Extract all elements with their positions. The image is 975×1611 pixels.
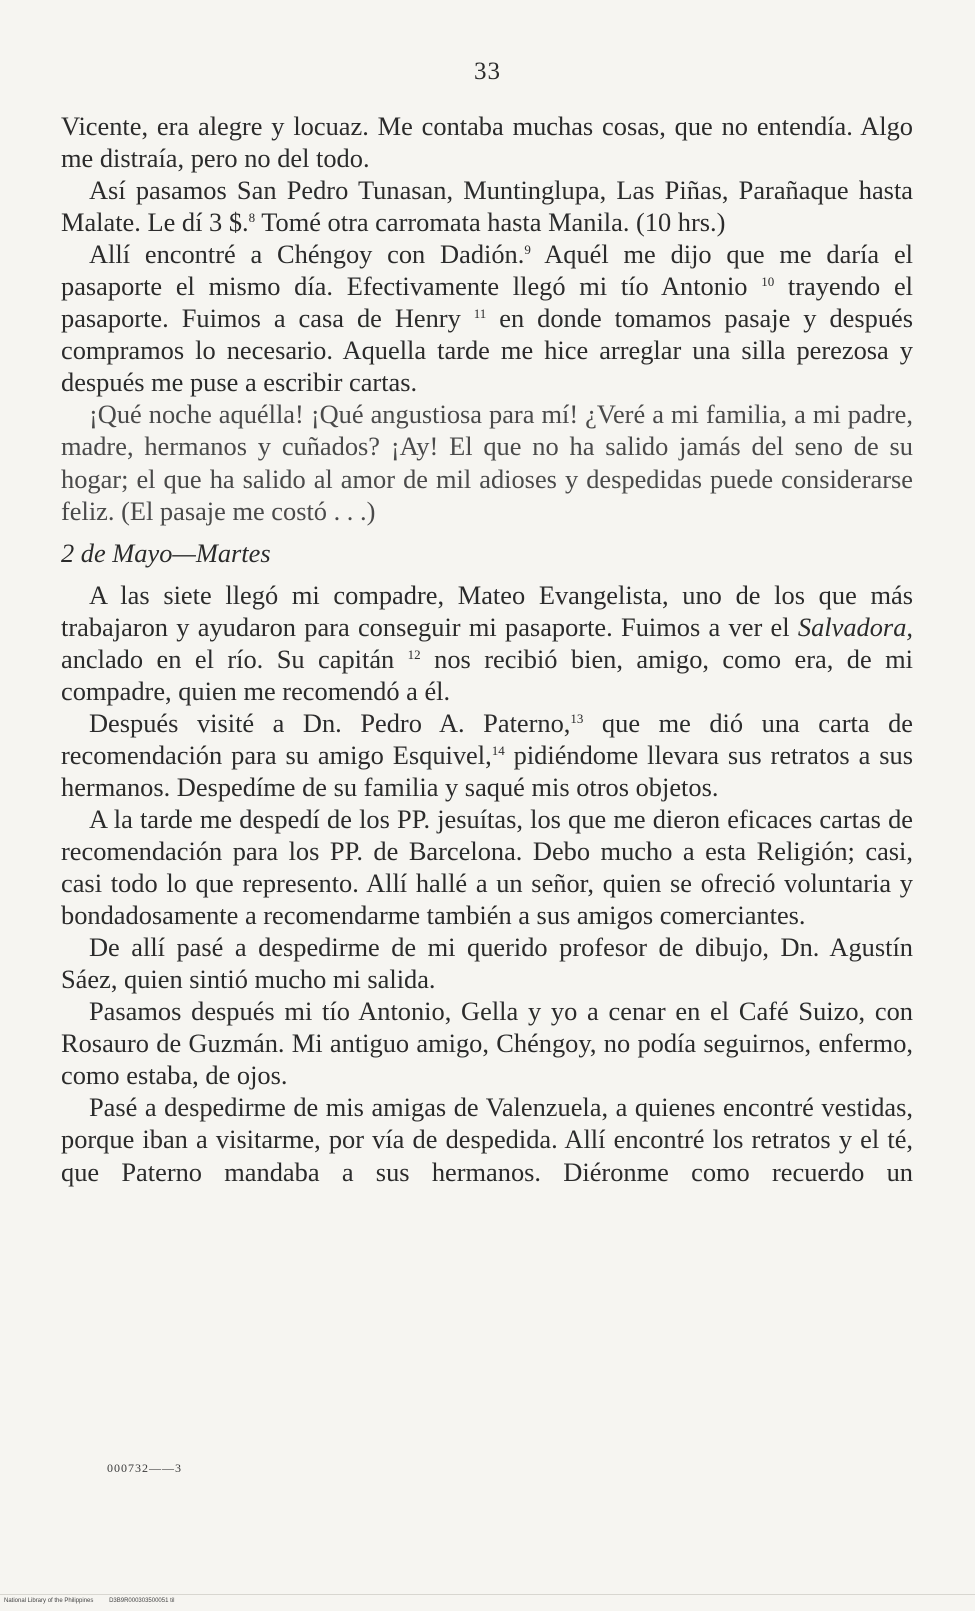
paragraph-text: anclado en el río. Su capitán bbox=[61, 643, 408, 674]
scan-footer bbox=[4, 1598, 174, 1604]
footnote-ref-11: 11 bbox=[473, 306, 487, 322]
paragraph-text: Vicente, era alegre y locuaz. Me contaba muchas cosas, que no entendía. Algo me distraía, pero no del todo. bbox=[61, 111, 913, 174]
paragraph-pasamos-despues bbox=[61, 995, 913, 1091]
paragraph-text: ¡Qué noche aquélla! ¡Qué angustiosa para mí! ¿Veré a mi familia, a mi padre, madre, hermanos y cuñados? ¡Ay! El que no ha salido jamás del seno de su hogar; el que ha salido al amor de mil adioses y despedidas puede considerarse feliz. (El pasaje me costó . . .) bbox=[61, 399, 913, 526]
page-number: 33 bbox=[474, 58, 501, 85]
paragraph-vicente bbox=[61, 110, 913, 174]
paragraph-despues-visite bbox=[61, 707, 913, 803]
footnote-ref-10: 10 bbox=[761, 274, 775, 290]
paragraph-text: Después visité a Dn. Pedro A. Paterno, bbox=[89, 707, 571, 738]
paragraph-text: en donde tomamos pasaje y después compramos lo necesario. Aquella tarde me hice arreglar una silla perezosa y después me puse a escribir cartas. bbox=[61, 303, 914, 398]
paragraph-text: Allí encontré a Chéngoy con Dadión. bbox=[89, 239, 525, 270]
paragraph-asi-pasamos bbox=[61, 174, 913, 238]
paragraph-pase-a-despedirme bbox=[61, 1091, 913, 1187]
printer-signature-mark: 000732——3 bbox=[107, 1461, 182, 1475]
page-body bbox=[61, 110, 913, 1188]
footnote-ref-13: 13 bbox=[570, 710, 584, 726]
paragraph-que-noche bbox=[61, 398, 913, 526]
paragraph-text: De allí pasé a despedirme de mi querido profesor de dibujo, Dn. Agustín Sáez, quien sintió mucho mi salida. bbox=[61, 932, 913, 995]
ship-name: Salvadora, bbox=[797, 611, 913, 642]
library-credit: National Library of the Philippines bbox=[4, 1598, 94, 1604]
footnote-ref-8: 8 bbox=[248, 210, 256, 226]
paragraph-text: pidiéndome llevara sus retratos a sus hermanos. Despedíme de su familia y saqué mis otros objetos. bbox=[61, 739, 914, 802]
footnote-ref-14: 14 bbox=[491, 742, 505, 758]
section-heading-date: 2 de Mayo—Martes bbox=[61, 537, 271, 568]
paragraph-a-las-siete bbox=[61, 579, 913, 707]
paragraph-text: A las siete llegó mi compadre, Mateo Evangelista, uno de los que más trabajaron y ayudaron para conseguir mi pasaporte. Fuimos a ver el bbox=[61, 579, 913, 642]
footnote-ref-12: 12 bbox=[407, 646, 421, 662]
paragraph-text: que me dió una carta de recomendación para su amigo Esquivel, bbox=[61, 707, 913, 770]
footnote-ref-9: 9 bbox=[524, 242, 531, 258]
paragraph-text: trayendo el pasaporte. Fuimos a casa de Henry bbox=[61, 271, 913, 334]
paragraph-de-alli bbox=[61, 931, 913, 995]
paragraph-text: Aquél me dijo que me daría el pasaporte el mismo día. Efectivamente llegó mi tío Antonio bbox=[61, 239, 913, 302]
paragraph-text: nos recibió bien, amigo, como era, de mi compadre, quien me recomendó a él. bbox=[61, 643, 913, 706]
paragraph-text: Así pasamos San Pedro Tunasan, Muntinglupa, Las Piñas, Parañaque hasta Malate. Le dí 3 $. bbox=[61, 175, 913, 238]
scan-code: D3B9R000303500051 til bbox=[109, 1598, 175, 1604]
paragraph-a-la-tarde bbox=[61, 803, 913, 931]
paragraph-alli-encontre bbox=[61, 238, 913, 398]
paragraph-text: Tomé otra carromata hasta Manila. (10 hrs.) bbox=[255, 207, 726, 238]
paragraph-text: A la tarde me despedí de los PP. jesuítas, los que me dieron eficaces cartas de recomendación para los PP. de Barcelona. Debo mucho a esta Religión; casi, casi todo lo que represento. Allí hallé a un señor, quien se ofreció voluntaria y bondadosamente a recomendarme también a sus amigos comerciantes. bbox=[61, 803, 913, 931]
scan-bottom-divider bbox=[0, 1594, 975, 1595]
paragraph-text: Pasé a despedirme de mis amigas de Valenzuela, a quienes encontré vestidas, porque iban a visitarme, por vía de despedida. Allí encontré los retratos y el té, que Paterno mandaba a sus hermanos. Diéronme como recuerdo un bbox=[61, 1092, 913, 1187]
paragraph-text: Pasamos después mi tío Antonio, Gella y yo a cenar en el Café Suizo, con Rosauro de Guzmán. Mi antiguo amigo, Chéngoy, no podía seguirnos, enfermo, como estaba, de ojos. bbox=[61, 996, 913, 1091]
